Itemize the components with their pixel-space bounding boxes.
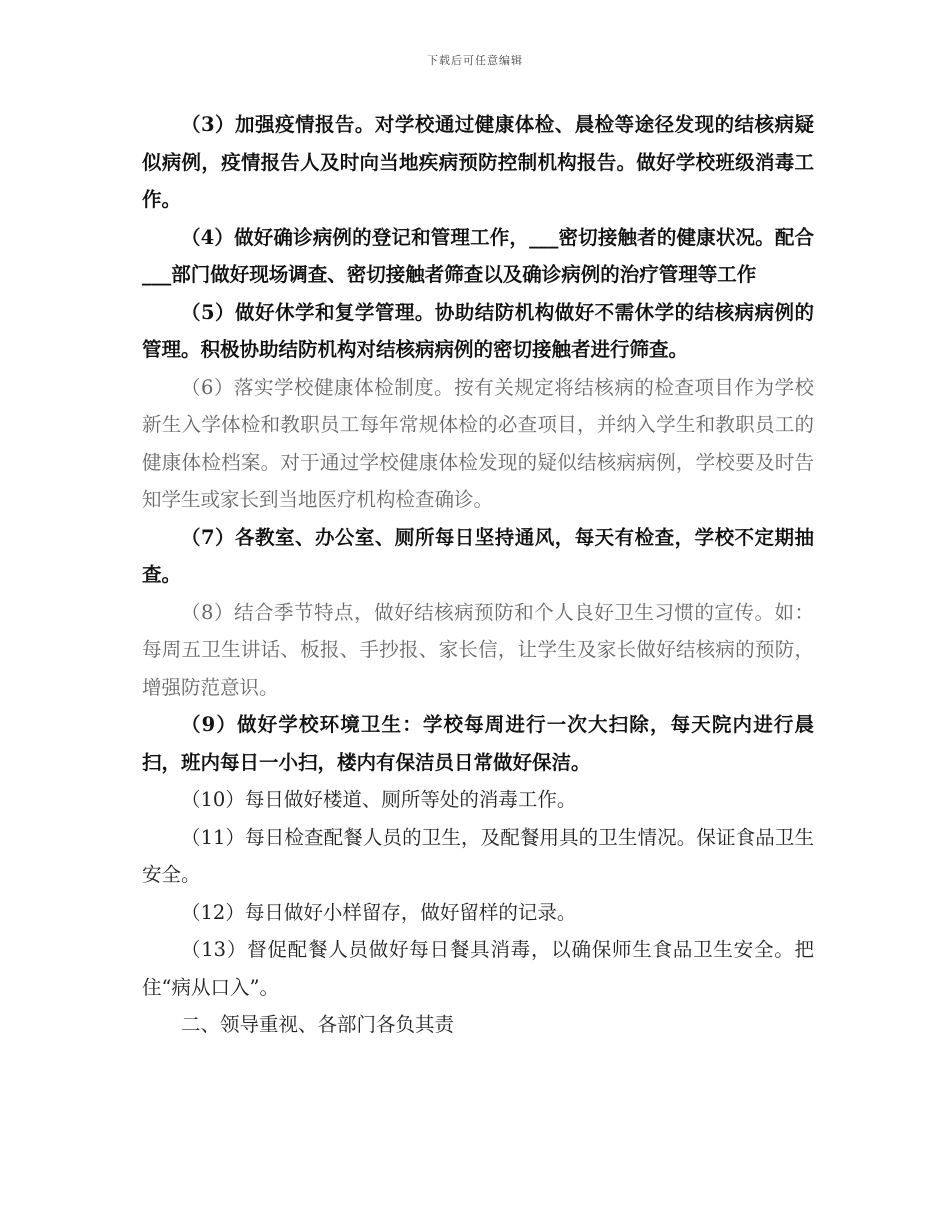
paragraph-12: （12）每日做好小样留存，做好留样的记录。 [181, 900, 577, 924]
section-heading: 二、领导重视、各部门各负其责 [181, 1013, 455, 1036]
paragraph-13: （13）督促配餐人员做好每日餐具消毒，以确保师生食品卫生安全。把住“病从口入”。 [142, 938, 814, 999]
page-header: 下载后可任意编辑 [427, 54, 523, 67]
paragraph-6: （6）落实学校健康体检制度。按有关规定将结核病的检查项目作为学校新生入学体检和教职员工每年常规体检的必查项目，并纳入学生和教职员工的健康体检档案。对于通过学校健康体检发现的疑似结核病病例，学校要及时告知学生或家长到当地医疗机构检查确诊。 [142, 375, 814, 511]
paragraph-11: （11）每日检查配餐人员的卫生，及配餐用具的卫生情况。保证食品卫生安全。 [142, 825, 814, 886]
paragraph-10: （10）每日做好楼道、厕所等处的消毒工作。 [181, 788, 577, 811]
paragraph-4: （4）做好确诊病例的登记和管理工作，___密切接触者的健康状况。配合___部门做好现场调查、密切接触者筛查以及确诊病例的治疗管理等工作 [142, 225, 814, 286]
paragraph-7: （7）各教室、办公室、厕所每日坚持通风，每天有检查，学校不定期抽查。 [142, 525, 814, 586]
paragraph-9: （9）做好学校环境卫生：学校每周进行一次大扫除，每天院内进行晨扫，班内每日一小扫，楼内有保洁员日常做好保洁。 [142, 713, 814, 774]
paragraph-8: （8）结合季节特点，做好结核病预防和个人良好卫生习惯的宣传。如：每周五卫生讲话、板报、手抄报、家长信，让学生及家长做好结核病的预防，增强防范意识。 [142, 600, 814, 699]
document-body [142, 106, 814, 1044]
paragraph-3: （3）加强疫情报告。对学校通过健康体检、晨检等途径发现的结核病疑似病例，疫情报告人及时向当地疾病预防控制机构报告。做好学校班级消毒工作。 [142, 113, 814, 211]
paragraph-5: （5）做好休学和复学管理。协助结防机构做好不需休学的结核病病例的管理。积极协助结防机构对结核病病例的密切接触者进行筛查。 [142, 300, 814, 361]
